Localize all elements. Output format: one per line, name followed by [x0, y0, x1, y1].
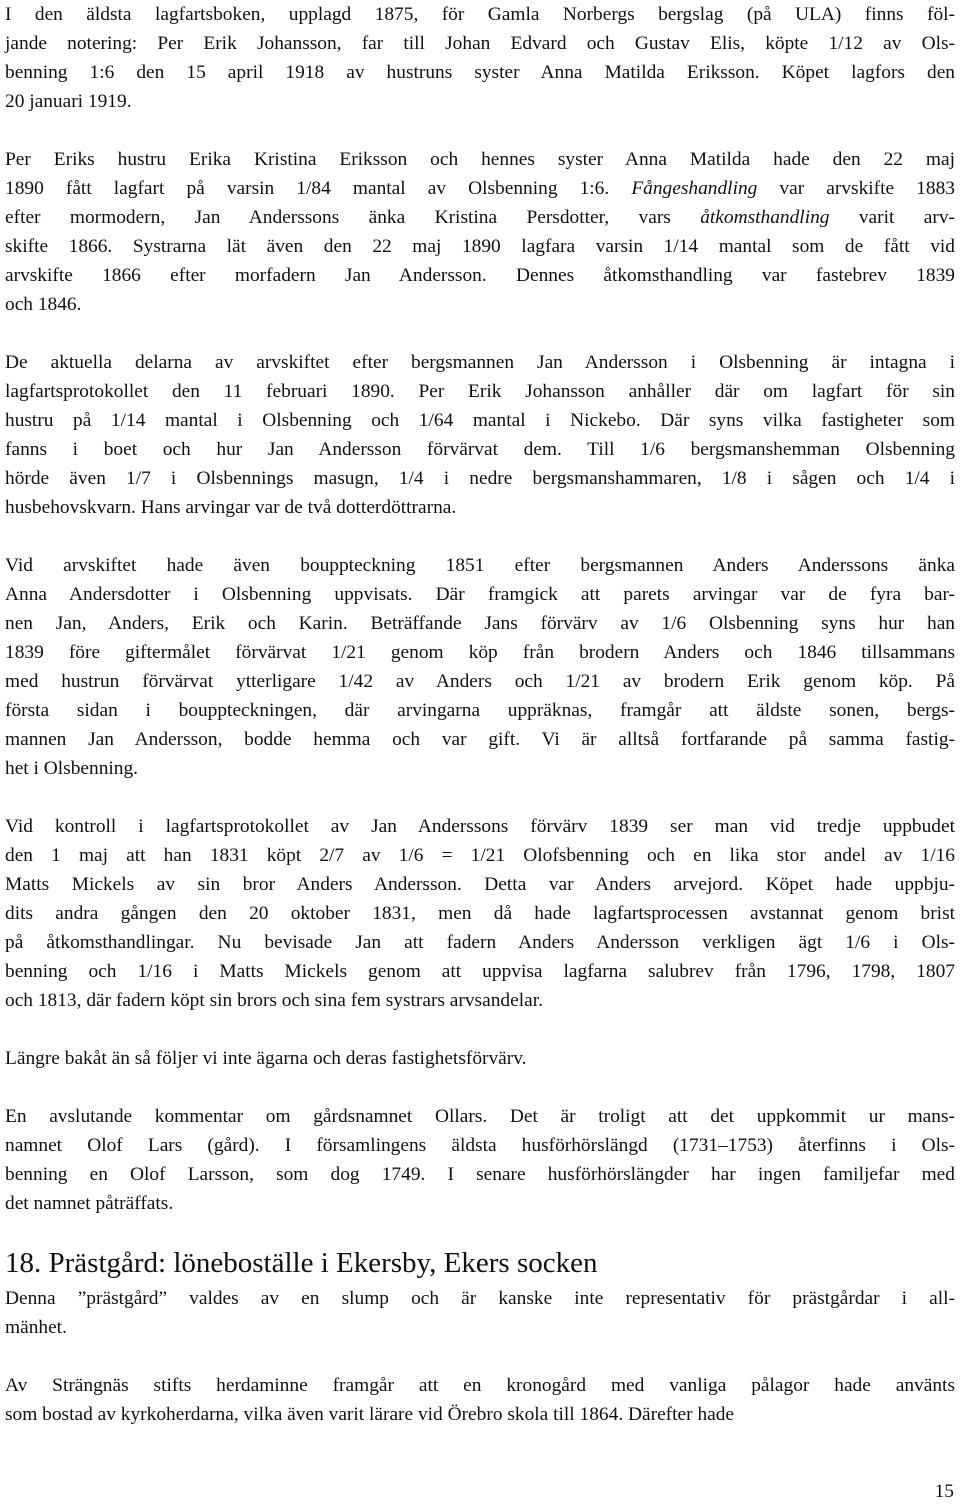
paragraph-p5	[5, 812, 955, 1015]
paragraph-p4	[5, 551, 955, 783]
text-line: det namnet påträffats.	[5, 1193, 174, 1214]
text-line: Matts Mickels av sin bror Anders Andersson. Detta var Anders arvejord. Köpet hade uppbju-	[5, 874, 955, 895]
text-line: mannen Jan Andersson, bodde hemma och var gift. Vi är alltså fortfarande på samma fastig-	[5, 729, 955, 750]
text-line: 20 januari 1919.	[5, 91, 132, 112]
text-line: jande notering: Per Erik Johansson, far till Johan Edvard och Gustav Elis, köpte 1/12 av Ols-	[5, 33, 955, 54]
text-line: efter mormodern, Jan Anderssons änka Kristina Persdotter, vars åtkomsthandling varit arv-	[5, 207, 955, 228]
paragraph-p3	[5, 348, 955, 522]
page-number: 15	[934, 1481, 954, 1502]
text-line: och 1813, där fadern köpt sin brors och sina fem systrars arvsandelar.	[5, 990, 543, 1011]
text-line: De aktuella delarna av arvskiftet efter bergsmannen Jan Andersson i Olsbenning är intagna i	[5, 352, 955, 373]
section-heading: 18. Prästgård: löneboställe i Ekersby, Ekers socken	[5, 1247, 598, 1279]
text-line: och 1846.	[5, 294, 82, 315]
text-line: En avslutande kommentar om gårdsnamnet Ollars. Det är troligt att det uppkommit ur mans-	[5, 1106, 955, 1127]
paragraph-gap	[5, 522, 955, 551]
paragraph-p1	[5, 0, 955, 116]
text-line: 1890 fått lagfart på varsin 1/84 mantal av Olsbenning 1:6. Fångeshandling var arvskifte 1883	[5, 178, 955, 199]
text-line: Denna ”prästgård” valdes av en slump och är kanske inte representativ för prästgårdar i all-	[5, 1288, 955, 1309]
text-line: på åtkomsthandlingar. Nu bevisade Jan att fadern Anders Andersson verkligen ägt 1/6 i Ols-	[5, 932, 955, 953]
text-line: benning och 1/16 i Matts Mickels genom att uppvisa lagfarna salubrev från 1796, 1798, 1807	[5, 961, 955, 982]
paragraph-gap	[5, 1073, 955, 1102]
text-line: Per Eriks hustru Erika Kristina Eriksson och hennes syster Anna Matilda hade den 22 maj	[5, 149, 955, 170]
paragraph-gap	[5, 319, 955, 348]
text-line: den 1 maj att han 1831 köpt 2/7 av 1/6 = 1/21 Olofsbenning och en lika stor andel av 1/16	[5, 845, 955, 866]
paragraph-p2	[5, 145, 955, 319]
body-text	[5, 0, 955, 1429]
paragraph-gap	[5, 783, 955, 812]
italic-term: Fångeshandling	[631, 178, 758, 199]
text-line: Längre bakåt än så följer vi inte ägarna och deras fastighetsförvärv.	[5, 1048, 527, 1069]
text-line: hustru på 1/14 mantal i Olsbenning och 1/64 mantal i Nickebo. Där syns vilka fastigheter som	[5, 410, 955, 431]
text-line: benning en Olof Larsson, som dog 1749. I senare husförhörslängder har ingen familjefar med	[5, 1164, 955, 1185]
text-line: mänhet.	[5, 1317, 67, 1338]
paragraph-p7	[5, 1102, 955, 1218]
text-line: Vid kontroll i lagfartsprotokollet av Jan Anderssons förvärv 1839 ser man vid tredje uppbudet	[5, 816, 955, 837]
text-line: arvskifte 1866 efter morfadern Jan Andersson. Dennes åtkomsthandling var fastebrev 1839	[5, 265, 955, 286]
text-line: lagfartsprotokollet den 11 februari 1890. Per Erik Johansson anhåller där om lagfart för sin	[5, 381, 955, 402]
text-line: hörde även 1/7 i Olsbennings masugn, 1/4 i nedre bergsmanshammaren, 1/8 i sågen och 1/4 i	[5, 468, 955, 489]
paragraph-gap	[5, 1218, 955, 1247]
text-line: fanns i boet och hur Jan Andersson förvärvat dem. Till 1/6 bergsmanshemman Olsbenning	[5, 439, 955, 460]
paragraph-s1	[5, 1284, 955, 1342]
paragraph-gap	[5, 116, 955, 145]
text-line: skifte 1866. Systrarna lät även den 22 maj 1890 lagfara varsin 1/14 mantal som de fått vid	[5, 236, 955, 257]
document-page	[5, 0, 955, 1429]
paragraph-gap	[5, 1342, 955, 1371]
paragraph-s2	[5, 1371, 955, 1429]
text-line: husbehovskvarn. Hans arvingar var de två dotterdöttrarna.	[5, 497, 457, 518]
text-line: med hustrun förvärvat ytterligare 1/42 av Anders och 1/21 av brodern Erik genom köp. På	[5, 671, 955, 692]
text-line: het i Olsbenning.	[5, 758, 139, 779]
paragraph-p6	[5, 1044, 955, 1073]
text-line: benning 1:6 den 15 april 1918 av hustruns syster Anna Matilda Eriksson. Köpet lagfors den	[5, 62, 955, 83]
text-line: Av Strängnäs stifts herdaminne framgår att en kronogård med vanliga pålagor hade använts	[5, 1375, 955, 1396]
text-line: nen Jan, Anders, Erik och Karin. Beträffande Jans förvärv av 1/6 Olsbenning syns hur han	[5, 613, 955, 634]
italic-term: åtkomsthandling	[700, 207, 830, 228]
text-line: namnet Olof Lars (gård). I församlingens äldsta husförhörslängd (1731–1753) återfinns i Ols-	[5, 1135, 955, 1156]
text-line: I den äldsta lagfartsboken, upplagd 1875, för Gamla Norbergs bergslag (på ULA) finns föl-	[5, 4, 955, 25]
paragraph-gap	[5, 1015, 955, 1044]
text-line: som bostad av kyrkoherdarna, vilka även varit lärare vid Örebro skola till 1864. Därefter hade	[5, 1404, 735, 1425]
text-line: Vid arvskiftet hade även bouppteckning 1851 efter bergsmannen Anders Anderssons änka	[5, 555, 955, 576]
text-line: Anna Andersdotter i Olsbenning uppvisats. Där framgick att parets arvingar var de fyra bar-	[5, 584, 955, 605]
text-line: 1839 före giftermålet förvärvat 1/21 genom köp från brodern Anders och 1846 tillsammans	[5, 642, 955, 663]
text-line: dits andra gången den 20 oktober 1831, men då hade lagfartsprocessen avstannat genom brist	[5, 903, 955, 924]
text-line: första sidan i bouppteckningen, där arvingarna uppräknas, framgår att äldste sonen, bergs-	[5, 700, 955, 721]
